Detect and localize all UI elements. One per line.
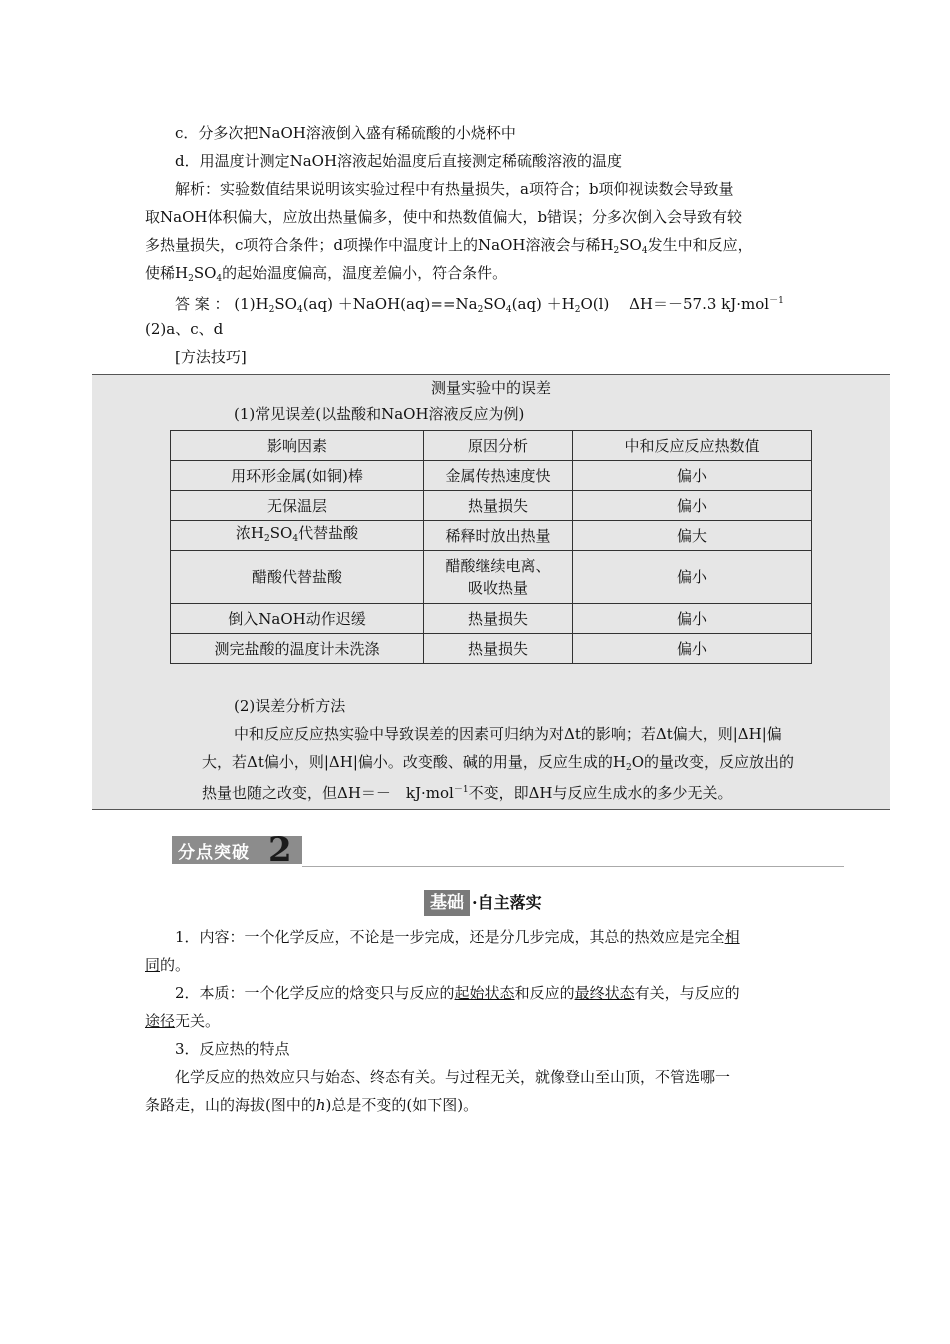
table-cell: 热量损失	[424, 491, 573, 521]
table-row	[171, 551, 812, 604]
box-sub-2: (2)误差分析方法	[234, 697, 346, 715]
section-banner	[172, 832, 844, 868]
table-cell: 偏大	[573, 521, 812, 551]
section-number: 2	[268, 830, 292, 870]
body-line-6: 化学反应的热效应只与始态、终态有关。与过程无关，就像登山至山顶，不管选哪一	[175, 1068, 731, 1086]
table-row	[171, 491, 812, 521]
header-cell: 中和反应反应热数值	[573, 431, 812, 461]
option-c: c．分多次把NaOH溶液倒入盛有稀硫酸的小烧杯中	[175, 124, 516, 142]
table-row	[171, 634, 812, 664]
box-sub-1: (1)常见误差(以盐酸和NaOH溶液反应为例)	[234, 405, 525, 423]
answer-line-1: 答 案 ： $(1)H_2SO_4(aq)$ $+NaOH(aq)==Na_2SO_4(aq) +H_2O(l)$ ΔH＝－57.3 kJ·mol$^{-1}$	[175, 295, 784, 315]
body-line-7: 条路走，山的海拔(图中的h)总是不变的(如下图)。	[145, 1096, 479, 1114]
analysis-line-2: 取NaOH体积偏大，应放出热量偏多，使中和热数值偏大，b错误；分多次倒入会导致有较	[145, 208, 743, 226]
table-cell: 稀释时放出热量	[424, 521, 573, 551]
table-cell: 浓$H_2SO_4$代替盐酸	[171, 521, 424, 551]
body-line-1: 1．内容：一个化学反应，不论是一步完成，还是分几步完成，其总的热效应是完全相	[175, 928, 740, 946]
table-cell: 倒入NaOH动作迟缓	[171, 604, 424, 634]
table-cell: 醋酸继续电离、 吸收热量	[424, 551, 573, 604]
table-row	[171, 461, 812, 491]
section-rule	[302, 866, 844, 867]
header-cell: 影响因素	[171, 431, 424, 461]
error-table	[170, 430, 812, 664]
analysis-line-4: 使稀$H_2SO_4$的起始温度偏高，温度差偏小，符合条件。	[145, 264, 508, 284]
table-cell: 偏小	[573, 551, 812, 604]
table-header-row	[171, 431, 812, 461]
box-para-1: 中和反应反应热实验中导致误差的因素可归纳为对Δt的影响；若Δt偏大，则|ΔH|偏	[234, 725, 782, 743]
table-cell: 测完盐酸的温度计未洗涤	[171, 634, 424, 664]
table-cell: 醋酸代替盐酸	[171, 551, 424, 604]
subsection-heading	[424, 890, 542, 918]
body-line-3: 2．本质：一个化学反应的焓变只与反应的起始状态和反应的最终状态有关，与反应的	[175, 984, 740, 1002]
table-cell: 偏小	[573, 461, 812, 491]
table-cell: 用环形金属(如铜)棒	[171, 461, 424, 491]
body-line-2: 同的。	[145, 956, 191, 974]
table-cell: 偏小	[573, 491, 812, 521]
answer-line-2: (2)a、c、d	[145, 320, 224, 338]
analysis-line-3: 多热量损失，c项符合条件；d项操作中温度计上的NaOH溶液会与稀$H_2SO_4$发生中和反应，	[145, 236, 753, 256]
jichu-badge: 基础	[424, 890, 470, 916]
analysis-line-1: 解析：实验数值结果说明该实验过程中有热量损失，a项符合；b项仰视读数会导致量	[175, 180, 734, 198]
table-cell: 偏小	[573, 604, 812, 634]
method-heading: [方法技巧]	[175, 348, 247, 366]
table-cell: 热量损失	[424, 604, 573, 634]
box-para-2: 大，若Δt偏小，则|ΔH|偏小。改变酸、碱的用量，反应生成的$H_2O$的量改变，反应放出的	[202, 753, 795, 773]
box-para-3: 热量也随之改变，但ΔH＝－ kJ·mol$^{-1}$不变，即ΔH与反应生成水的多少无关。	[202, 784, 733, 802]
body-line-4: 途径无关。	[145, 1012, 221, 1030]
section-label: 分点突破	[178, 843, 250, 863]
table-cell: 偏小	[573, 634, 812, 664]
box-title: 测量实验中的误差	[430, 379, 551, 397]
table-row	[171, 521, 812, 551]
header-cell: 原因分析	[424, 431, 573, 461]
body-line-5: 3．反应热的特点	[175, 1040, 290, 1058]
table-row	[171, 604, 812, 634]
option-d: d．用温度计测定NaOH溶液起始温度后直接测定稀硫酸溶液的温度	[175, 152, 623, 170]
jichu-text: ·自主落实	[472, 893, 542, 912]
table-cell: 无保温层	[171, 491, 424, 521]
table-cell: 金属传热速度快	[424, 461, 573, 491]
table-cell: 热量损失	[424, 634, 573, 664]
